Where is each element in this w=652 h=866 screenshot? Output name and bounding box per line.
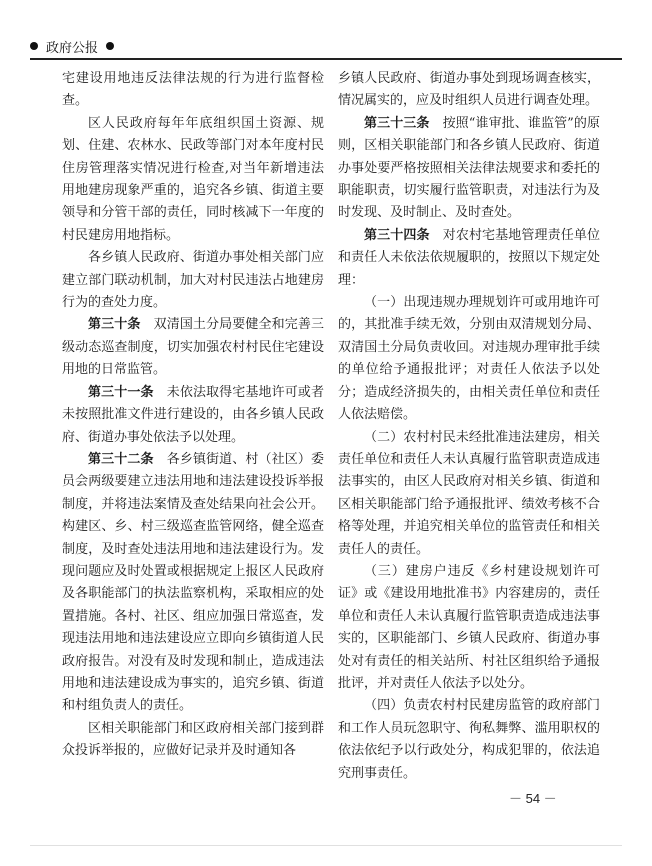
paragraph <box>62 382 324 449</box>
paragraph <box>338 561 600 695</box>
paragraph <box>62 113 324 247</box>
left-column <box>62 68 324 763</box>
footer-rule <box>30 845 622 846</box>
paragraph-text: 各乡镇人民政府、街道办事处相关部门应建立部门联动机制，加大对村民违法占地建房行为的查处力度。 <box>62 250 324 311</box>
paragraph-text: 对农村宅基地管理责任单位和责任人未依法依规履职的，按照以下规定处理： <box>338 227 600 288</box>
paragraph-text: 双清国土分局要健全和完善三级动态巡查制度，切实加强农村村民住宅建设用地的日常监管。 <box>62 317 324 378</box>
page-number: － 54 － <box>509 791 557 806</box>
paragraph-text: 区相关职能部门和区政府相关部门接到群众投诉举报的，应做好记录并及时通知各 <box>62 720 324 759</box>
paragraph-text: （二）农村村民未经批准违法建房，相关责任单位和责任人未认真履行监管职责造成违法事实的，由区人民政府对相关乡镇、街道和区相关职能部门给予通报批评、绩效考核不合格等处理，并追究相关单位的监管责任和相关责任人的责任。 <box>338 429 600 557</box>
paragraph-text: 宅建设用地违反法律法规的行为进行监督检查。 <box>62 71 324 109</box>
article-number: 第三十二条 <box>88 451 154 467</box>
paragraph-text: 乡镇人民政府、街道办事处到现场调查核实，情况属实的，应及时组织人员进行调查处理。 <box>338 71 600 109</box>
article-number: 第三十三条 <box>364 115 430 131</box>
paragraph-text: （一）出现违规办理规划许可或用地许可的，其批准手续无效，分别由双清规划分局、双清国土分局负责收回。对违规办理审批手续的单位给予通报批评；对责任人依法予以处分；造成经济损失的，由相关责任单位和责任人依法赔偿。 <box>338 295 600 423</box>
article-number: 第三十条 <box>88 317 141 333</box>
paragraph <box>338 225 600 292</box>
paragraph-text: （四）负责农村村民建房监管的政府部门和工作人员玩忽职守、徇私舞弊、滥用职权的依法依纪予以行政处分，构成犯罪的，依法追究刑事责任。 <box>338 698 600 781</box>
header-rule <box>30 58 622 60</box>
paragraph <box>338 695 600 785</box>
paragraph-text: 按照“谁审批、谁监管”的原则，区相关职能部门和各乡镇人民政府、街道办事处要严格按照相关法律法规要求和委托的职能职责，切实履行监管职责，对违法行为及时发现、及时制止、及时查处。 <box>338 115 600 221</box>
article-number: 第三十一条 <box>88 384 154 400</box>
paragraph <box>62 247 324 314</box>
paragraph <box>338 68 600 113</box>
paragraph <box>62 314 324 381</box>
paragraph <box>338 292 600 426</box>
paragraph-text: 区人民政府每年年底组织国土资源、规划、住建、农林水、民政等部门对本年度村民住房管理落实情况进行检查,对当年新增违法用地建房现象严重的，追究各乡镇、街道主要领导和分管干部的责任，同时核减下一年度的村民建房用地指标。 <box>62 115 324 243</box>
paragraph-text: 未依法取得宅基地许可或者未按照批准文件进行建设的，由各乡镇人民政府、街道办事处依法予以处理。 <box>62 384 324 445</box>
bullet-icon <box>106 42 114 50</box>
page-header <box>30 36 114 56</box>
right-column <box>338 68 600 785</box>
paragraph <box>338 113 600 225</box>
paragraph <box>62 718 324 763</box>
paragraph <box>338 427 600 561</box>
paragraph <box>62 449 324 718</box>
header-title: 政府公报 <box>46 40 99 56</box>
article-number: 第三十四条 <box>364 227 430 243</box>
paragraph-text: （三）建房户违反《乡村建设规划许可证》或《建设用地批准书》内容建房的，责任单位和责任人未认真履行监管职责造成违法事实的，区职能部门、乡镇人民政府、街道办事处对有责任的相关站所、村社区组织给予通报批评，并对责任人依法予以处分。 <box>338 563 600 691</box>
paragraph <box>62 68 324 113</box>
bullet-icon <box>30 42 38 50</box>
paragraph-text: 各乡镇街道、村（社区）委员会两级要建立违法用地和违法建设投诉举报制度，并将违法案情及查处结果向社会公开。构建区、乡、村三级巡查监管网络，健全巡查制度，及时查处违法用地和违法建设行为。发现问题应及时处置或根据规定上报区人民政府及各职能部门的执法监察机构，采取相应的处置措施。各村、社区、组应加强日常巡查，发现违法用地和违法建设应立即向乡镇街道人民政府报告。对没有及时发现和制止，造成违法用地和违法建设成为事实的，追究乡镇、街道和村组负责人的责任。 <box>62 451 324 714</box>
